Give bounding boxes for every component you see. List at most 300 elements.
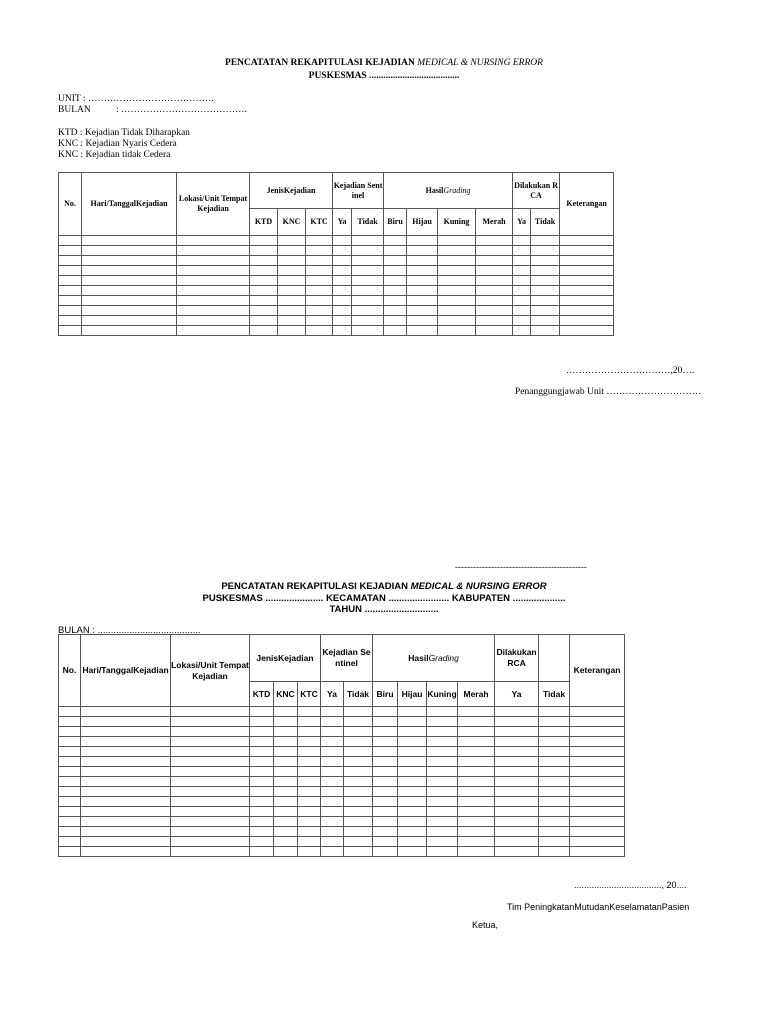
table-cell[interactable]	[539, 707, 570, 717]
table-cell[interactable]	[321, 787, 344, 797]
table-cell[interactable]	[278, 266, 306, 276]
table-cell[interactable]	[250, 737, 274, 747]
table-cell[interactable]	[274, 757, 298, 767]
table-cell[interactable]	[298, 757, 321, 767]
table-cell[interactable]	[560, 286, 614, 296]
table-cell[interactable]	[531, 296, 560, 306]
table-cell[interactable]	[171, 707, 250, 717]
table-cell[interactable]	[476, 246, 513, 256]
table-cell[interactable]	[250, 316, 278, 326]
table-cell[interactable]	[81, 767, 171, 777]
table-cell[interactable]	[570, 717, 625, 727]
table-cell[interactable]	[427, 817, 458, 827]
table-cell[interactable]	[344, 797, 373, 807]
table-cell[interactable]	[352, 246, 384, 256]
table-cell[interactable]	[274, 807, 298, 817]
table-cell[interactable]	[59, 316, 82, 326]
table-cell[interactable]	[398, 827, 427, 837]
table-cell[interactable]	[298, 737, 321, 747]
table-cell[interactable]	[250, 797, 274, 807]
table-cell[interactable]	[250, 757, 274, 767]
table-cell[interactable]	[438, 296, 476, 306]
table-cell[interactable]	[373, 707, 398, 717]
table-cell[interactable]	[438, 276, 476, 286]
table-cell[interactable]	[407, 296, 438, 306]
table-cell[interactable]	[570, 727, 625, 737]
table-cell[interactable]	[298, 727, 321, 737]
table-cell[interactable]	[427, 807, 458, 817]
table-cell[interactable]	[333, 276, 352, 286]
table-cell[interactable]	[321, 747, 344, 757]
table-cell[interactable]	[539, 777, 570, 787]
table-cell[interactable]	[344, 847, 373, 857]
table-cell[interactable]	[250, 236, 278, 246]
table-cell[interactable]	[82, 256, 177, 266]
table-cell[interactable]	[539, 797, 570, 807]
table-cell[interactable]	[171, 817, 250, 827]
table-cell[interactable]	[344, 807, 373, 817]
table-cell[interactable]	[495, 727, 539, 737]
table-cell[interactable]	[81, 737, 171, 747]
table-cell[interactable]	[398, 847, 427, 857]
table-cell[interactable]	[427, 797, 458, 807]
table-cell[interactable]	[560, 326, 614, 336]
table-cell[interactable]	[274, 707, 298, 717]
table-cell[interactable]	[298, 707, 321, 717]
table-cell[interactable]	[384, 256, 407, 266]
table-cell[interactable]	[59, 827, 81, 837]
table-cell[interactable]	[407, 256, 438, 266]
table-cell[interactable]	[321, 817, 344, 827]
table-cell[interactable]	[570, 747, 625, 757]
table-cell[interactable]	[570, 767, 625, 777]
table-cell[interactable]	[513, 236, 531, 246]
table-cell[interactable]	[513, 266, 531, 276]
table-cell[interactable]	[306, 246, 333, 256]
table-cell[interactable]	[398, 717, 427, 727]
table-cell[interactable]	[570, 827, 625, 837]
table-cell[interactable]	[278, 306, 306, 316]
table-cell[interactable]	[171, 757, 250, 767]
table-cell[interactable]	[298, 837, 321, 847]
table-cell[interactable]	[250, 767, 274, 777]
table-cell[interactable]	[250, 266, 278, 276]
table-cell[interactable]	[373, 727, 398, 737]
table-cell[interactable]	[306, 266, 333, 276]
table-cell[interactable]	[373, 757, 398, 767]
table-cell[interactable]	[59, 306, 82, 316]
table-cell[interactable]	[81, 757, 171, 767]
table-cell[interactable]	[250, 787, 274, 797]
table-cell[interactable]	[81, 717, 171, 727]
table-cell[interactable]	[513, 246, 531, 256]
table-cell[interactable]	[171, 837, 250, 847]
table-cell[interactable]	[321, 717, 344, 727]
table-cell[interactable]	[458, 777, 495, 787]
table-cell[interactable]	[352, 236, 384, 246]
table-cell[interactable]	[560, 276, 614, 286]
table-cell[interactable]	[539, 747, 570, 757]
table-cell[interactable]	[82, 296, 177, 306]
table-cell[interactable]	[427, 707, 458, 717]
table-cell[interactable]	[458, 737, 495, 747]
table-cell[interactable]	[82, 276, 177, 286]
table-cell[interactable]	[531, 266, 560, 276]
table-cell[interactable]	[570, 777, 625, 787]
table-cell[interactable]	[171, 747, 250, 757]
table-cell[interactable]	[495, 787, 539, 797]
table-cell[interactable]	[81, 817, 171, 827]
table-cell[interactable]	[306, 276, 333, 286]
table-cell[interactable]	[513, 306, 531, 316]
table-cell[interactable]	[177, 326, 250, 336]
table-cell[interactable]	[321, 797, 344, 807]
table-cell[interactable]	[373, 817, 398, 827]
table-cell[interactable]	[398, 817, 427, 827]
table-cell[interactable]	[298, 817, 321, 827]
table-cell[interactable]	[171, 847, 250, 857]
table-cell[interactable]	[352, 316, 384, 326]
table-cell[interactable]	[570, 797, 625, 807]
table-cell[interactable]	[298, 827, 321, 837]
table-cell[interactable]	[177, 246, 250, 256]
table-cell[interactable]	[531, 236, 560, 246]
table-cell[interactable]	[495, 717, 539, 727]
table-cell[interactable]	[398, 787, 427, 797]
table-cell[interactable]	[177, 276, 250, 286]
table-cell[interactable]	[438, 316, 476, 326]
table-cell[interactable]	[407, 326, 438, 336]
table-cell[interactable]	[560, 236, 614, 246]
table-cell[interactable]	[373, 827, 398, 837]
table-cell[interactable]	[407, 316, 438, 326]
table-cell[interactable]	[274, 847, 298, 857]
table-cell[interactable]	[81, 777, 171, 787]
table-cell[interactable]	[458, 707, 495, 717]
table-cell[interactable]	[298, 797, 321, 807]
table-cell[interactable]	[298, 787, 321, 797]
table-cell[interactable]	[59, 767, 81, 777]
table-cell[interactable]	[82, 266, 177, 276]
table-cell[interactable]	[278, 236, 306, 246]
table-cell[interactable]	[81, 847, 171, 857]
table-cell[interactable]	[495, 747, 539, 757]
table-cell[interactable]	[384, 246, 407, 256]
table-cell[interactable]	[539, 817, 570, 827]
table-cell[interactable]	[476, 306, 513, 316]
table-cell[interactable]	[531, 276, 560, 286]
table-cell[interactable]	[407, 306, 438, 316]
table-cell[interactable]	[458, 847, 495, 857]
table-cell[interactable]	[298, 807, 321, 817]
table-cell[interactable]	[570, 787, 625, 797]
table-cell[interactable]	[495, 847, 539, 857]
table-cell[interactable]	[250, 256, 278, 266]
table-cell[interactable]	[438, 236, 476, 246]
table-cell[interactable]	[570, 817, 625, 827]
table-cell[interactable]	[373, 747, 398, 757]
table-cell[interactable]	[59, 847, 81, 857]
table-cell[interactable]	[384, 276, 407, 286]
table-cell[interactable]	[81, 727, 171, 737]
table-cell[interactable]	[560, 316, 614, 326]
table-cell[interactable]	[458, 727, 495, 737]
table-cell[interactable]	[250, 747, 274, 757]
table-cell[interactable]	[333, 256, 352, 266]
table-cell[interactable]	[82, 286, 177, 296]
table-cell[interactable]	[333, 316, 352, 326]
table-cell[interactable]	[321, 827, 344, 837]
table-cell[interactable]	[458, 797, 495, 807]
table-cell[interactable]	[177, 286, 250, 296]
table-cell[interactable]	[344, 837, 373, 847]
table-cell[interactable]	[344, 707, 373, 717]
table-cell[interactable]	[570, 757, 625, 767]
table-cell[interactable]	[321, 737, 344, 747]
table-cell[interactable]	[407, 246, 438, 256]
table-cell[interactable]	[333, 306, 352, 316]
table-cell[interactable]	[427, 837, 458, 847]
table-cell[interactable]	[373, 777, 398, 787]
table-cell[interactable]	[250, 296, 278, 306]
table-cell[interactable]	[438, 256, 476, 266]
table-cell[interactable]	[458, 787, 495, 797]
table-cell[interactable]	[539, 727, 570, 737]
table-cell[interactable]	[274, 787, 298, 797]
table-cell[interactable]	[352, 276, 384, 286]
table-cell[interactable]	[171, 797, 250, 807]
table-cell[interactable]	[427, 787, 458, 797]
table-cell[interactable]	[398, 777, 427, 787]
table-cell[interactable]	[427, 747, 458, 757]
table-cell[interactable]	[298, 847, 321, 857]
table-cell[interactable]	[495, 797, 539, 807]
table-cell[interactable]	[298, 767, 321, 777]
table-cell[interactable]	[59, 276, 82, 286]
table-cell[interactable]	[250, 817, 274, 827]
table-cell[interactable]	[250, 306, 278, 316]
table-cell[interactable]	[373, 837, 398, 847]
table-cell[interactable]	[278, 296, 306, 306]
table-cell[interactable]	[513, 256, 531, 266]
table-cell[interactable]	[373, 767, 398, 777]
table-cell[interactable]	[306, 316, 333, 326]
table-cell[interactable]	[59, 707, 81, 717]
table-cell[interactable]	[250, 847, 274, 857]
table-cell[interactable]	[384, 286, 407, 296]
table-cell[interactable]	[59, 236, 82, 246]
table-cell[interactable]	[570, 707, 625, 717]
table-cell[interactable]	[171, 777, 250, 787]
table-cell[interactable]	[476, 266, 513, 276]
table-cell[interactable]	[250, 727, 274, 737]
table-cell[interactable]	[476, 296, 513, 306]
table-cell[interactable]	[398, 707, 427, 717]
table-cell[interactable]	[81, 827, 171, 837]
table-cell[interactable]	[531, 286, 560, 296]
table-cell[interactable]	[407, 236, 438, 246]
table-cell[interactable]	[398, 737, 427, 747]
table-cell[interactable]	[570, 847, 625, 857]
table-cell[interactable]	[321, 777, 344, 787]
table-cell[interactable]	[344, 817, 373, 827]
table-cell[interactable]	[352, 256, 384, 266]
table-cell[interactable]	[344, 787, 373, 797]
table-cell[interactable]	[250, 837, 274, 847]
table-cell[interactable]	[560, 256, 614, 266]
table-cell[interactable]	[352, 326, 384, 336]
table-cell[interactable]	[278, 256, 306, 266]
table-cell[interactable]	[458, 817, 495, 827]
table-cell[interactable]	[398, 797, 427, 807]
table-cell[interactable]	[513, 316, 531, 326]
table-cell[interactable]	[352, 266, 384, 276]
table-cell[interactable]	[384, 266, 407, 276]
table-cell[interactable]	[495, 757, 539, 767]
table-cell[interactable]	[274, 747, 298, 757]
table-cell[interactable]	[352, 286, 384, 296]
table-cell[interactable]	[513, 326, 531, 336]
table-cell[interactable]	[398, 727, 427, 737]
table-cell[interactable]	[278, 326, 306, 336]
table-cell[interactable]	[321, 837, 344, 847]
table-cell[interactable]	[306, 286, 333, 296]
table-cell[interactable]	[570, 837, 625, 847]
table-cell[interactable]	[278, 276, 306, 286]
table-cell[interactable]	[171, 827, 250, 837]
table-cell[interactable]	[344, 767, 373, 777]
table-cell[interactable]	[438, 306, 476, 316]
table-cell[interactable]	[274, 717, 298, 727]
table-cell[interactable]	[384, 316, 407, 326]
table-cell[interactable]	[81, 797, 171, 807]
table-cell[interactable]	[427, 767, 458, 777]
table-cell[interactable]	[278, 286, 306, 296]
table-cell[interactable]	[344, 717, 373, 727]
table-cell[interactable]	[344, 727, 373, 737]
table-cell[interactable]	[274, 737, 298, 747]
table-cell[interactable]	[476, 316, 513, 326]
table-cell[interactable]	[373, 847, 398, 857]
table-cell[interactable]	[171, 737, 250, 747]
table-cell[interactable]	[373, 717, 398, 727]
table-cell[interactable]	[59, 747, 81, 757]
table-cell[interactable]	[321, 767, 344, 777]
table-cell[interactable]	[560, 246, 614, 256]
table-cell[interactable]	[495, 837, 539, 847]
table-cell[interactable]	[177, 306, 250, 316]
table-cell[interactable]	[177, 236, 250, 246]
table-cell[interactable]	[344, 827, 373, 837]
table-cell[interactable]	[398, 757, 427, 767]
table-cell[interactable]	[539, 827, 570, 837]
table-cell[interactable]	[306, 326, 333, 336]
table-cell[interactable]	[458, 807, 495, 817]
table-cell[interactable]	[59, 797, 81, 807]
table-cell[interactable]	[298, 777, 321, 787]
table-cell[interactable]	[476, 326, 513, 336]
table-cell[interactable]	[59, 326, 82, 336]
table-cell[interactable]	[531, 316, 560, 326]
table-cell[interactable]	[407, 266, 438, 276]
table-cell[interactable]	[59, 777, 81, 787]
table-cell[interactable]	[333, 286, 352, 296]
table-cell[interactable]	[344, 747, 373, 757]
table-cell[interactable]	[250, 246, 278, 256]
table-cell[interactable]	[306, 306, 333, 316]
table-cell[interactable]	[539, 807, 570, 817]
table-cell[interactable]	[59, 286, 82, 296]
table-cell[interactable]	[373, 787, 398, 797]
table-cell[interactable]	[250, 807, 274, 817]
table-cell[interactable]	[298, 747, 321, 757]
table-cell[interactable]	[373, 737, 398, 747]
table-cell[interactable]	[59, 737, 81, 747]
table-cell[interactable]	[306, 256, 333, 266]
table-cell[interactable]	[570, 737, 625, 747]
table-cell[interactable]	[177, 296, 250, 306]
table-cell[interactable]	[531, 246, 560, 256]
table-cell[interactable]	[438, 326, 476, 336]
table-cell[interactable]	[321, 757, 344, 767]
table-cell[interactable]	[82, 236, 177, 246]
table-cell[interactable]	[384, 326, 407, 336]
table-cell[interactable]	[333, 236, 352, 246]
table-cell[interactable]	[427, 717, 458, 727]
table-cell[interactable]	[476, 256, 513, 266]
table-cell[interactable]	[495, 777, 539, 787]
table-cell[interactable]	[250, 777, 274, 787]
table-cell[interactable]	[59, 256, 82, 266]
table-cell[interactable]	[539, 737, 570, 747]
table-cell[interactable]	[458, 757, 495, 767]
table-cell[interactable]	[274, 727, 298, 737]
table-cell[interactable]	[539, 767, 570, 777]
table-cell[interactable]	[274, 837, 298, 847]
table-cell[interactable]	[398, 747, 427, 757]
table-cell[interactable]	[171, 807, 250, 817]
table-cell[interactable]	[59, 787, 81, 797]
table-cell[interactable]	[539, 847, 570, 857]
table-cell[interactable]	[333, 246, 352, 256]
table-cell[interactable]	[344, 777, 373, 787]
table-cell[interactable]	[539, 717, 570, 727]
table-cell[interactable]	[513, 276, 531, 286]
table-cell[interactable]	[59, 757, 81, 767]
table-cell[interactable]	[274, 827, 298, 837]
table-cell[interactable]	[81, 707, 171, 717]
table-cell[interactable]	[458, 837, 495, 847]
table-cell[interactable]	[250, 286, 278, 296]
table-cell[interactable]	[398, 807, 427, 817]
table-cell[interactable]	[321, 847, 344, 857]
table-cell[interactable]	[171, 767, 250, 777]
table-cell[interactable]	[82, 316, 177, 326]
table-cell[interactable]	[495, 767, 539, 777]
table-cell[interactable]	[531, 306, 560, 316]
table-cell[interactable]	[539, 837, 570, 847]
table-cell[interactable]	[306, 296, 333, 306]
table-cell[interactable]	[531, 256, 560, 266]
table-cell[interactable]	[531, 326, 560, 336]
table-cell[interactable]	[278, 316, 306, 326]
table-cell[interactable]	[81, 747, 171, 757]
table-cell[interactable]	[59, 807, 81, 817]
table-cell[interactable]	[274, 777, 298, 787]
table-cell[interactable]	[81, 807, 171, 817]
table-cell[interactable]	[59, 717, 81, 727]
table-cell[interactable]	[476, 286, 513, 296]
